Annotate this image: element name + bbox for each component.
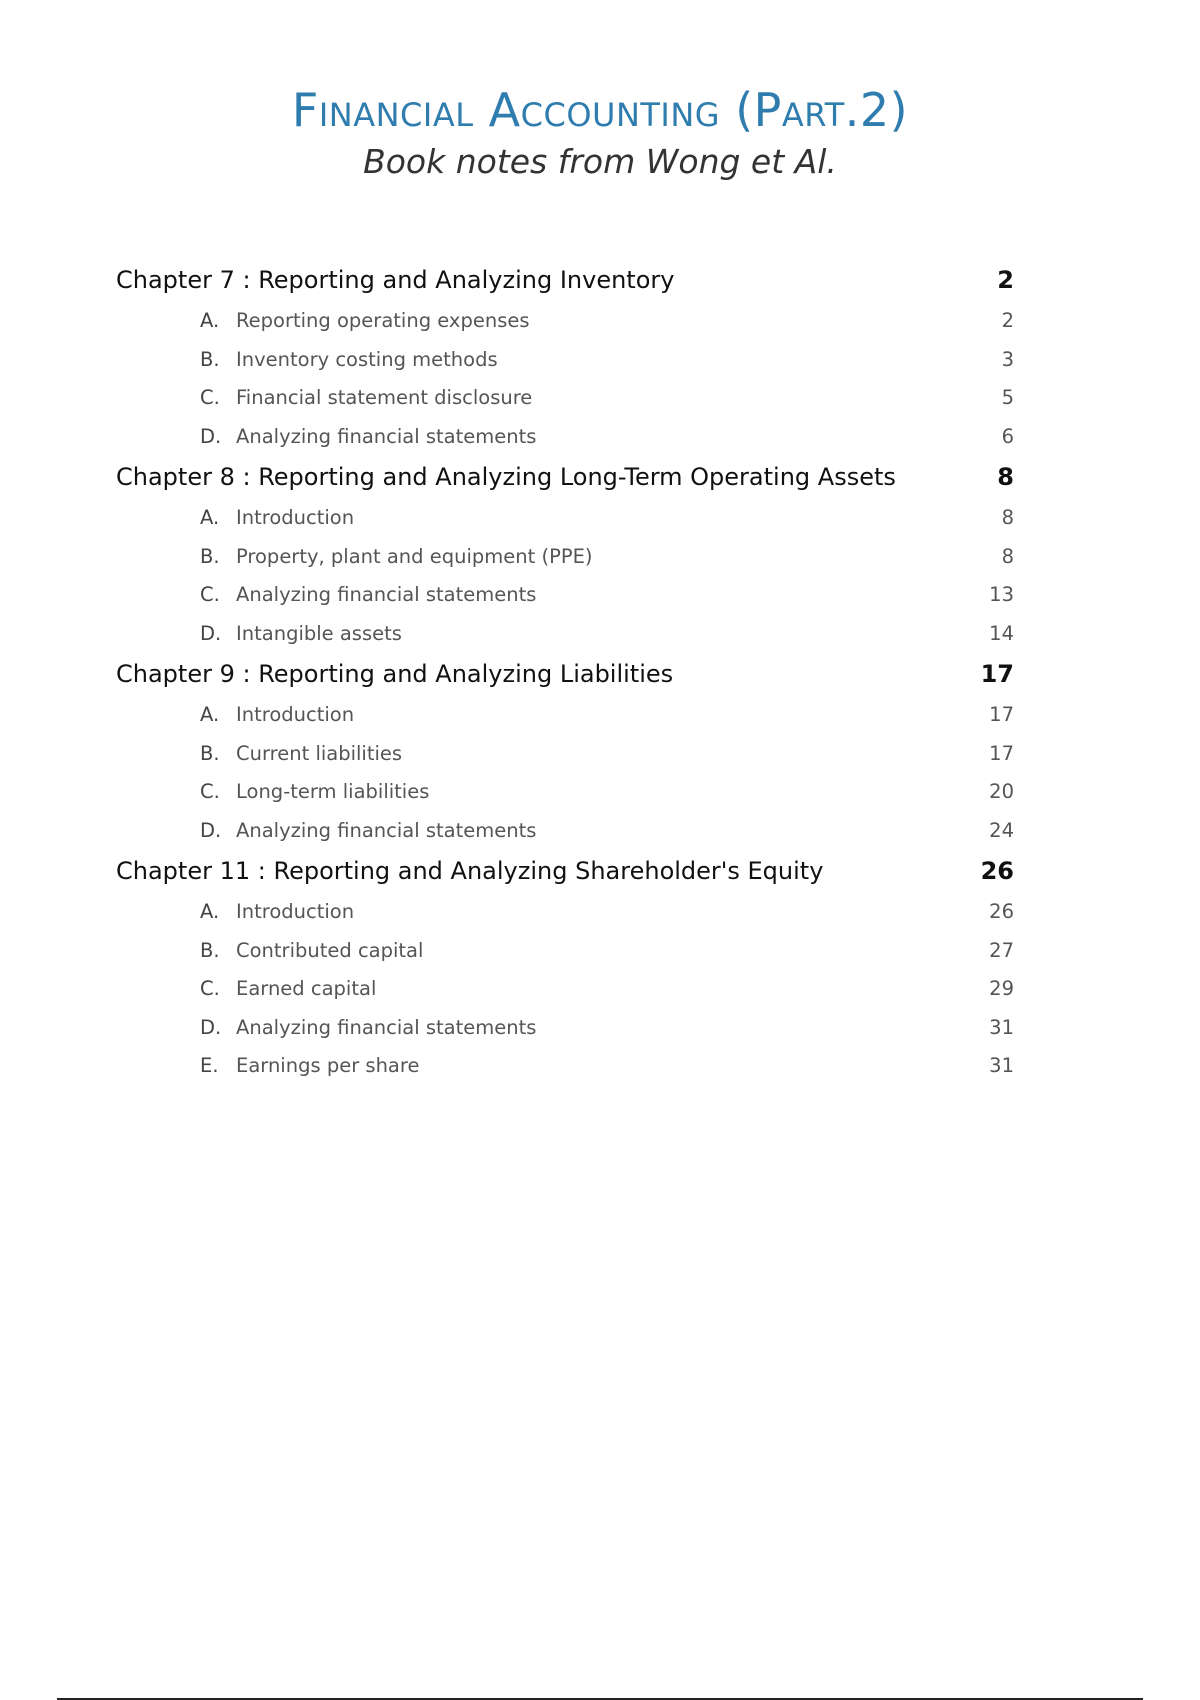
section-title: Earnings per share	[236, 1054, 420, 1077]
chapter-title: Chapter 11 : Reporting and Analyzing Shareholder's Equity	[116, 857, 824, 885]
section-page-number: 20	[989, 780, 1014, 803]
section-letter: D.	[200, 1015, 222, 1039]
section-letter: B.	[200, 741, 220, 765]
section-page-number: 31	[989, 1054, 1014, 1077]
toc-section[interactable]	[116, 742, 1014, 781]
toc-section[interactable]	[116, 977, 1014, 1016]
toc-chapter[interactable]	[116, 463, 1014, 506]
chapter-page-number: 2	[997, 266, 1014, 294]
chapter-title: Chapter 7 : Reporting and Analyzing Inventory	[116, 266, 675, 294]
section-title: Analyzing financial statements	[236, 424, 537, 448]
section-letter: A.	[200, 309, 220, 332]
section-letter: B.	[200, 544, 220, 568]
section-letter: B.	[200, 347, 220, 371]
section-page-number: 17	[989, 703, 1014, 726]
section-page-number: 27	[989, 938, 1014, 962]
section-page-number: 2	[1001, 309, 1014, 332]
section-page-number: 5	[1001, 386, 1014, 409]
toc-section[interactable]	[116, 1054, 1014, 1093]
toc-section[interactable]	[116, 309, 1014, 348]
chapter-page-number: 8	[997, 463, 1014, 491]
toc-section[interactable]	[116, 386, 1014, 425]
section-page-number: 26	[989, 900, 1014, 923]
toc-section[interactable]	[116, 780, 1014, 819]
title-block	[0, 82, 1200, 184]
toc-section[interactable]	[116, 545, 1014, 584]
section-page-number: 31	[989, 1015, 1014, 1039]
chapter-title: Chapter 8 : Reporting and Analyzing Long-Term Operating Assets	[116, 463, 896, 491]
toc-section[interactable]	[116, 900, 1014, 939]
section-letter: D.	[200, 818, 222, 842]
section-title: Financial statement disclosure	[236, 386, 533, 409]
section-letter: E.	[200, 1054, 219, 1077]
section-title: Intangible assets	[236, 621, 402, 645]
section-title: Contributed capital	[236, 938, 424, 962]
section-title: Long-term liabilities	[236, 780, 430, 803]
toc-section[interactable]	[116, 703, 1014, 742]
toc-section[interactable]	[116, 939, 1014, 978]
chapter-title: Chapter 9 : Reporting and Analyzing Liabilities	[116, 660, 674, 688]
table-of-contents	[116, 266, 1014, 1093]
section-title: Reporting operating expenses	[236, 309, 530, 332]
toc-section[interactable]	[116, 819, 1014, 858]
section-title: Analyzing financial statements	[236, 1015, 537, 1039]
chapter-page-number: 26	[980, 857, 1014, 885]
toc-section[interactable]	[116, 1016, 1014, 1055]
section-page-number: 13	[989, 583, 1014, 606]
section-title: Inventory costing methods	[236, 347, 498, 371]
section-page-number: 29	[989, 977, 1014, 1000]
toc-section[interactable]	[116, 622, 1014, 661]
toc-section[interactable]	[116, 583, 1014, 622]
section-letter: C.	[200, 977, 220, 1000]
toc-section[interactable]	[116, 348, 1014, 387]
toc-section[interactable]	[116, 506, 1014, 545]
section-title: Introduction	[236, 703, 355, 726]
section-title: Analyzing financial statements	[236, 818, 537, 842]
document-subtitle: Book notes from Wong et Al.	[363, 142, 837, 181]
section-letter: A.	[200, 506, 220, 529]
section-title: Analyzing financial statements	[236, 583, 537, 606]
section-letter: C.	[200, 386, 220, 409]
section-page-number: 8	[1001, 506, 1014, 529]
section-title: Introduction	[236, 900, 355, 923]
toc-chapter[interactable]	[116, 660, 1014, 703]
section-letter: B.	[200, 938, 220, 962]
section-page-number: 24	[989, 818, 1014, 842]
section-letter: C.	[200, 780, 220, 803]
toc-chapter[interactable]	[116, 266, 1014, 309]
section-letter: D.	[200, 424, 222, 448]
chapter-page-number: 17	[980, 660, 1014, 688]
toc-section[interactable]	[116, 425, 1014, 464]
section-letter: D.	[200, 621, 222, 645]
section-page-number: 6	[1001, 424, 1014, 448]
section-page-number: 3	[1001, 347, 1014, 371]
toc-chapter[interactable]	[116, 857, 1014, 900]
document-title: Financial Accounting (Part.2)	[291, 83, 909, 137]
section-page-number: 14	[989, 621, 1014, 645]
section-title: Current liabilities	[236, 741, 403, 765]
section-letter: A.	[200, 703, 220, 726]
section-letter: C.	[200, 583, 220, 606]
section-page-number: 8	[1001, 544, 1014, 568]
section-title: Introduction	[236, 506, 355, 529]
section-title: Property, plant and equipment (PPE)	[236, 544, 593, 568]
section-title: Earned capital	[236, 977, 377, 1000]
section-letter: A.	[200, 900, 220, 923]
section-page-number: 17	[989, 741, 1014, 765]
